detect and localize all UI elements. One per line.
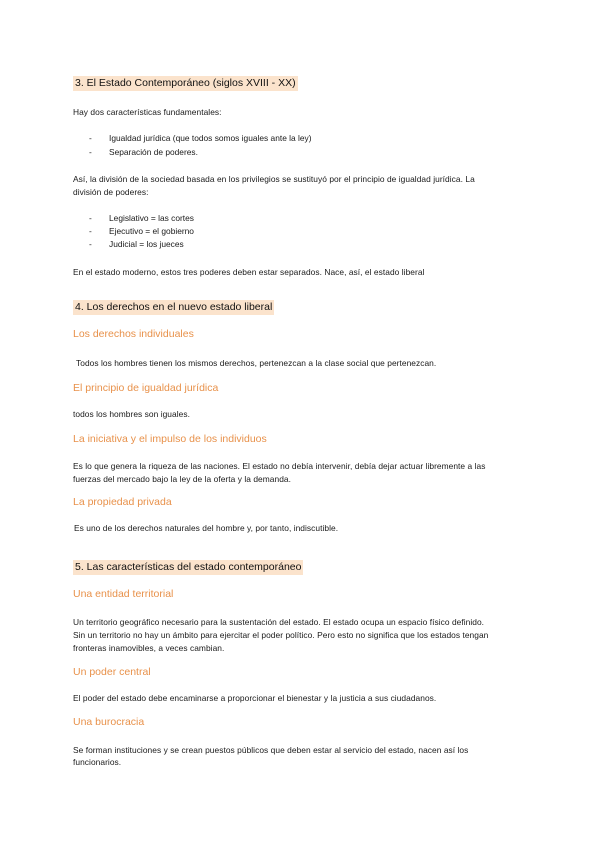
subheading: La iniciativa y el impulso de los individuos [73,433,267,445]
paragraph-line: Sin un territorio no hay un ámbito para ejercitar el poder político. Pero esto no significa que los estados tengan [73,630,489,640]
paragraph-line: fuerzas del mercado bajo la ley de la oferta y la demanda. [73,474,291,484]
paragraph-line: Un territorio geográfico necesario para la sustentación del estado. El estado ocupa un espacio físico definido. [73,617,485,627]
subheading: Una entidad territorial [73,588,174,600]
document-page: 3. El Estado Contemporáneo (siglos XVIII - XX) Hay dos características fundamentales: - Igualdad jurídica (que todos somos iguales ante la ley) - Separación de poderes. Así, la división de la sociedad basada en los privilegios se sustituyó por el principio de igualdad jurídica. La división de poderes: - Legislativo = las cortes - Ejecutivo = el gobierno - Judicial = los jueces En el estado moderno, estos tres poderes deben estar separados. Nace, así, el estado liberal 4. Los derechos en el nuevo estado liberal Los derechos individuales Todos los hombres tienen los mismos derechos, pertenezcan a la clase social que pertenezcan. El principio de igualdad jurídica todos los hombres son iguales. La iniciativa y el impulso de los individuos Es lo que genera la riqueza de las naciones. El estado no debía intervenir, debía dejar actuar libremente a las fuerzas del mercado bajo la ley de la oferta y la demanda. La propiedad privada Es uno de los derechos naturales del hombre y, por tanto, indiscutible. 5. Las características del estado contemporáneo Una entidad territorial Un territorio geográfico necesario para la sustentación del estado. El estado ocupa un espacio físico definido. Sin un territorio no hay un ámbito para ejercitar el poder político. Pero esto no significa que los estados tengan fronteras inamovibles, a veces cambian. Un poder central El poder del estado debe encaminarse a proporcionar el bienestar y la justicia a sus ciudadanos. Una burocracia Se forman instituciones y se crean puestos públicos que deben estar al servicio del estado, nacen así los funcionarios. [73,77,489,767]
paragraph-line: En el estado moderno, estos tres poderes deben estar separados. Nace, así, el estado liberal [73,267,425,277]
section-3-heading: 3. El Estado Contemporáneo (siglos XVIII - XX) [75,77,296,89]
subheading: Una burocracia [73,716,145,728]
paragraph-line: Todos los hombres tienen los mismos derechos, pertenezcan a la clase social que pertenezcan. [76,358,437,368]
dash-bullet: - [89,213,92,223]
paragraph-line: Es uno de los derechos naturales del hombre y, por tanto, indiscutible. [74,523,339,533]
subheading: Un poder central [73,666,151,678]
paragraph-line: funcionarios. [73,757,122,767]
paragraph-line: Es lo que genera la riqueza de las naciones. El estado no debía intervenir, debía dejar actuar libremente a las [73,461,486,471]
paragraph-line: Se forman instituciones y se crean puestos públicos que deben estar al servicio del estado, nacen así los [73,745,469,755]
dash-bullet: - [89,239,92,249]
section-5-heading: 5. Las características del estado contemporáneo [75,561,302,573]
paragraph-line: todos los hombres son iguales. [73,409,190,419]
section-3-intro: Hay dos características fundamentales: [73,107,222,117]
paragraph-line: El poder del estado debe encaminarse a proporcionar el bienestar y la justicia a sus ciudadanos. [73,693,437,703]
dash-bullet: - [89,133,92,143]
subheading: Los derechos individuales [73,328,194,340]
section-4-heading: 4. Los derechos en el nuevo estado liberal [75,301,273,313]
dash-bullet: - [89,226,92,236]
subheading: El principio de igualdad jurídica [73,382,219,394]
paragraph-line: fronteras inamovibles, a veces cambian. [73,643,225,653]
subheading: La propiedad privada [73,496,172,508]
paragraph-line: división de poderes: [73,187,149,197]
paragraph-line: Así, la división de la sociedad basada en los privilegios se sustituyó por el principio de igualdad jurídica. La [73,174,475,184]
dash-bullet: - [89,147,92,157]
